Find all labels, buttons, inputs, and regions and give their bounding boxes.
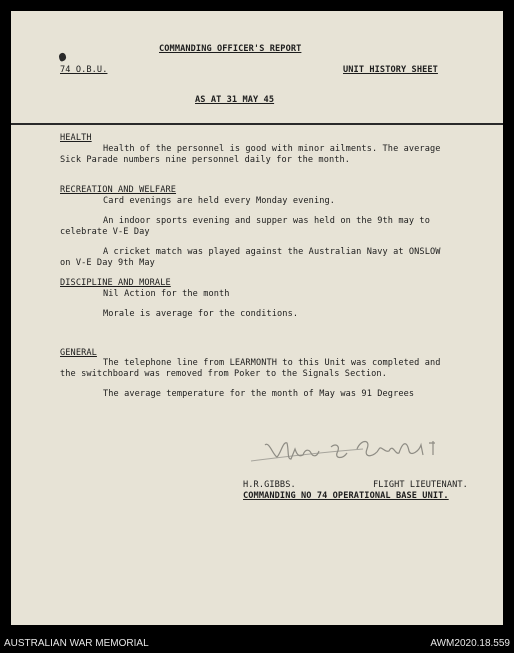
section-heading-discipline: DISCIPLINE AND MORALE [60, 278, 171, 288]
footer-accession-number: AWM2020.18.559 [430, 638, 510, 649]
document-page [11, 11, 503, 625]
unit-history-sheet-label: UNIT HISTORY SHEET [343, 65, 438, 75]
discipline-line-2: Morale is average for the conditions. [103, 309, 299, 319]
report-title: COMMANDING OFFICER'S REPORT [159, 44, 302, 54]
handwritten-signature [243, 431, 483, 471]
unit-code: 74 O.B.U. [60, 65, 108, 75]
recreation-line-1: Card evenings are held every Monday evening. [103, 196, 336, 206]
health-line-1: Health of the personnel is good with minor ailments. The average [103, 144, 441, 154]
recreation-line-2: An indoor sports evening and supper was held on the 9th may to [103, 216, 430, 226]
section-heading-recreation: RECREATION AND WELFARE [60, 185, 177, 195]
report-date: AS AT 31 MAY 45 [195, 95, 275, 105]
signatory-name: H.R.GIBBS. [243, 480, 296, 490]
recreation-line-3: celebrate V-E Day [60, 227, 150, 237]
signatory-title: COMMANDING NO 74 OPERATIONAL BASE UNIT. [243, 491, 449, 501]
discipline-line-1: Nil Action for the month [103, 289, 230, 299]
general-line-1: The telephone line from LEARMONTH to this Unit was completed and [103, 358, 441, 368]
general-line-2: the switchboard was removed from Poker to the Signals Section. [60, 369, 387, 379]
health-line-2: Sick Parade numbers nine personnel daily for the month. [60, 155, 351, 165]
footer-institution: AUSTRALIAN WAR MEMORIAL [4, 638, 149, 649]
header-rule [11, 123, 503, 125]
signatory-rank: FLIGHT LIEUTENANT. [373, 480, 468, 490]
recreation-line-4: A cricket match was played against the Australian Navy at ONSLOW [103, 247, 441, 257]
general-line-3: The average temperature for the month of May was 91 Degrees [103, 389, 415, 399]
section-heading-general: GENERAL [60, 348, 97, 358]
ink-mark [58, 52, 67, 62]
section-heading-health: HEALTH [60, 133, 92, 143]
recreation-line-5: on V-E Day 9th May [60, 258, 155, 268]
